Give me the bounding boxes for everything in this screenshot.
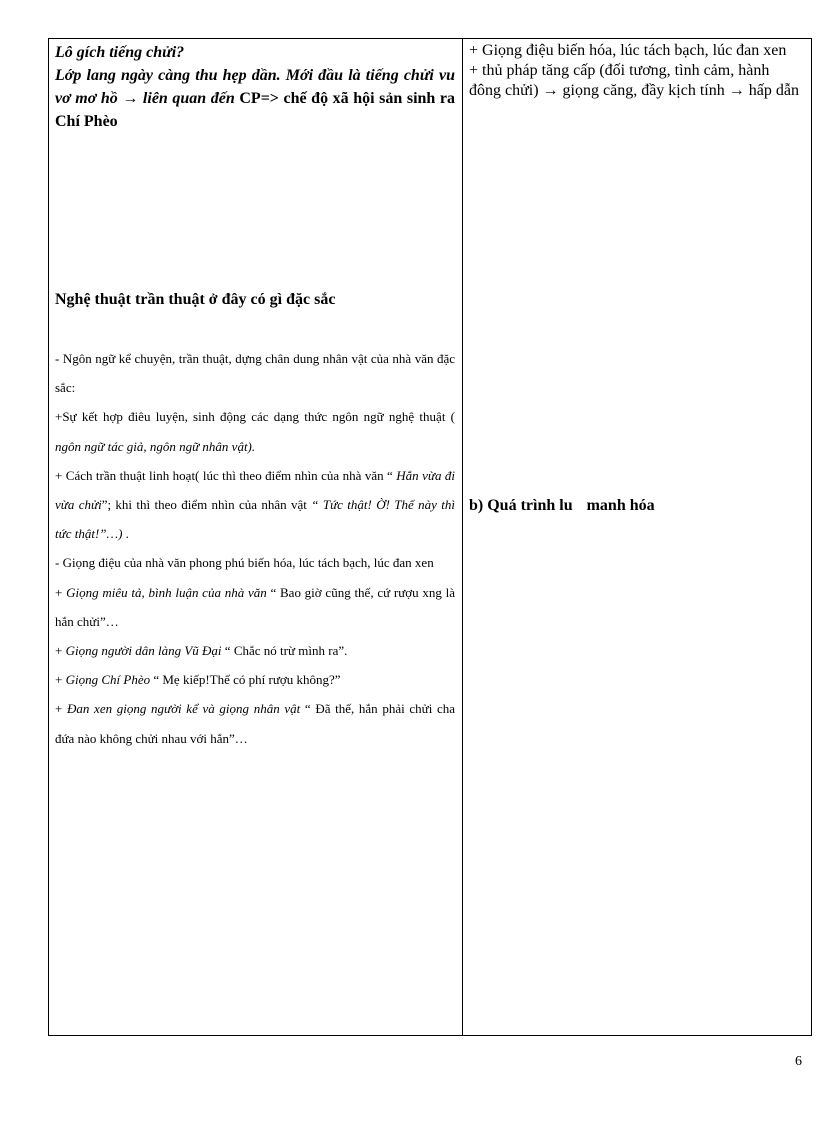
paragraph: + Cách trần thuật linh hoạt( lúc thì theo điểm nhìn của nhà văn “ Hắn vừa đi vừa chửi”; khi thì theo điểm nhìn của nhân vật “ Tức thật! Ờ! Thế này thì tức thật!”…) . xyxy=(55,467,455,542)
page-number: 6 xyxy=(795,1054,802,1069)
paragraph: - Ngôn ngữ kể chuyện, trần thuật, dựng chân dung nhân vật của nhà văn đặc sắc: xyxy=(55,351,455,396)
right-column xyxy=(469,41,805,101)
paragraph: + Giọng miêu tả, bình luận của nhà văn “ Bao giờ cũng thế, cứ rượu xng là hắn chửi”… xyxy=(55,584,456,629)
heading-line-2: Lớp lang ngày càng thu hẹp dần. Mới đầu là tiếng chửi vu vơ mơ hồ → liên quan đến CP=> chế độ xã hội sản sinh ra Chí Phèo xyxy=(55,67,456,130)
paragraph: + Giọng người dân làng Vũ Đại “ Chắc nó trừ mình ra”. xyxy=(55,643,348,659)
left-column xyxy=(55,41,455,133)
question-heading xyxy=(55,41,455,133)
paragraph: + Đan xen giọng người kể và giọng nhân vật “ Đã thế, hắn phải chửi cha đứa nào không chửi nhau với hắn”… xyxy=(55,701,456,746)
column-divider xyxy=(462,39,463,1035)
paragraph: - Giọng điệu của nhà văn phong phú biến hóa, lúc tách bạch, lúc đan xen xyxy=(55,555,434,571)
section-title: Nghệ thuật trần thuật ở đây có gì đặc sắc xyxy=(55,291,336,308)
heading-line-1: Lô gích tiếng chửi? xyxy=(55,44,185,61)
paragraph: + Giọng Chí Phèo “ Mẹ kiếp!Thế có phí rượu không?” xyxy=(55,672,341,688)
right-line-1: + Giọng điệu biến hóa, lúc tách bạch, lúc đan xen xyxy=(469,42,787,59)
subsection-title: b) Quá trình lu manh hóa xyxy=(469,497,655,514)
arrow-icon: → xyxy=(122,90,139,107)
content-table xyxy=(48,38,812,1036)
right-line-2: + thủ pháp tăng cấp (đối tương, tình cảm, hành đông chửi) → giọng căng, đầy kịch tính → hấp dẫn xyxy=(469,62,799,99)
paragraph: +Sự kết hợp điêu luyện, sinh động các dạng thức ngôn ngữ nghệ thuật ( ngôn ngữ tác giả, ngôn ngữ nhân vật). xyxy=(55,409,455,454)
narration-analysis xyxy=(55,344,455,753)
